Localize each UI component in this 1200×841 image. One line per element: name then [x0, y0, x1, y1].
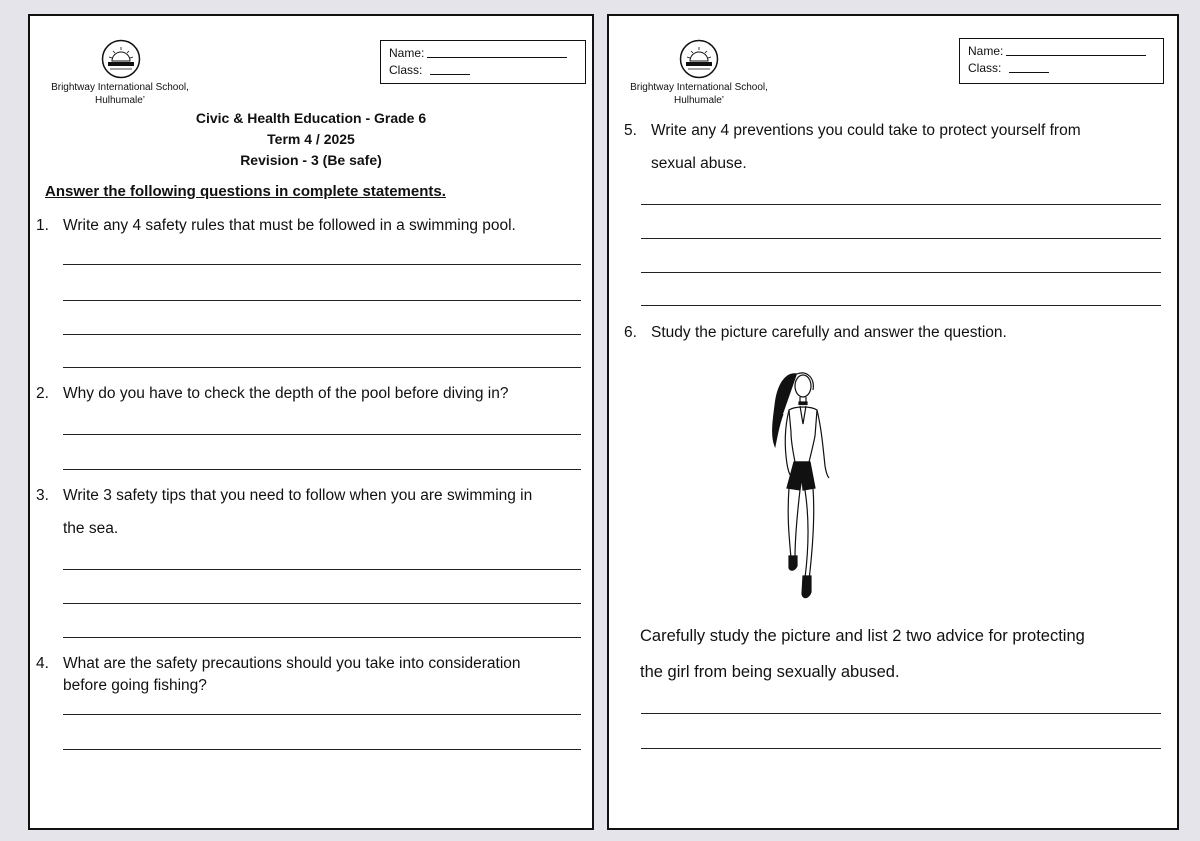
question-3	[36, 485, 586, 545]
question-text: Why do you have to check the depth of the pool before diving in?	[63, 385, 509, 402]
answer-line[interactable]	[63, 749, 581, 750]
question-number: 6.	[624, 324, 637, 341]
name-label: Name:	[968, 44, 1004, 58]
worksheet-page-right	[607, 14, 1179, 830]
answer-line[interactable]	[641, 748, 1161, 749]
worksheet-page-left	[28, 14, 594, 830]
answer-line[interactable]	[641, 272, 1161, 273]
term-title: Term 4 / 2025	[267, 131, 355, 147]
name-label: Name:	[389, 46, 425, 60]
school-logo-icon	[679, 39, 719, 79]
school-name-line2: Hulhumale’	[94, 95, 146, 106]
answer-line[interactable]	[63, 714, 581, 715]
answer-line[interactable]	[63, 300, 581, 301]
answer-line[interactable]	[63, 434, 581, 435]
answer-line[interactable]	[63, 334, 581, 335]
school-name-line1: Brightway International School,	[630, 82, 768, 93]
question-text: What are the safety precautions should you take into consideration	[63, 655, 521, 672]
class-field[interactable]	[430, 62, 470, 75]
answer-line[interactable]	[641, 305, 1161, 306]
answer-line[interactable]	[63, 569, 581, 570]
picture-prompt-line1: Carefully study the picture and list 2 two advice for protecting	[640, 627, 1085, 645]
question-number: 5.	[624, 122, 637, 139]
name-class-box	[959, 38, 1164, 84]
question-4	[36, 653, 586, 697]
name-field[interactable]	[427, 45, 567, 58]
question-number: 1.	[36, 217, 49, 234]
class-label: Class:	[968, 61, 1002, 75]
answer-line[interactable]	[63, 637, 581, 638]
revision-title: Revision - 3 (Be safe)	[240, 152, 382, 168]
subject-title: Civic & Health Education - Grade 6	[195, 110, 427, 126]
question-number: 2.	[36, 385, 49, 402]
school-name	[609, 81, 789, 107]
instruction-text: Answer the following questions in complete statements.	[45, 183, 446, 200]
answer-line[interactable]	[63, 264, 581, 265]
question-2	[36, 383, 586, 405]
school-logo-icon	[101, 39, 141, 79]
question-text: Study the picture carefully and answer the question.	[651, 324, 1007, 341]
name-class-box	[380, 40, 586, 84]
school-name-line1: Brightway International School,	[51, 82, 189, 93]
question-text: Write 3 safety tips that you need to follow when you are swimming in	[63, 487, 533, 504]
question-text: Write any 4 safety rules that must be followed in a swimming pool.	[63, 217, 516, 234]
question-1	[36, 215, 586, 237]
question-text-continued: before going fishing?	[63, 677, 207, 694]
answer-line[interactable]	[641, 713, 1161, 714]
class-label: Class:	[389, 63, 423, 77]
question-number: 3.	[36, 487, 49, 504]
school-name-line2: Hulhumale’	[673, 95, 725, 106]
question-text-continued: the sea.	[63, 520, 119, 537]
question-number: 4.	[36, 655, 49, 672]
answer-line[interactable]	[641, 238, 1161, 239]
answer-line[interactable]	[63, 603, 581, 604]
answer-line[interactable]	[641, 204, 1161, 205]
question-text-continued: sexual abuse.	[651, 155, 747, 172]
answer-line[interactable]	[63, 469, 581, 470]
answer-line[interactable]	[63, 367, 581, 368]
class-field[interactable]	[1009, 60, 1049, 73]
girl-walking-illustration-icon	[767, 366, 847, 601]
school-name	[30, 81, 210, 107]
question-text: Write any 4 preventions you could take to protect yourself from	[651, 122, 1081, 139]
question-5	[624, 120, 1174, 180]
name-field[interactable]	[1006, 43, 1146, 56]
question-6	[624, 322, 1174, 344]
picture-prompt-line2: the girl from being sexually abused.	[640, 663, 900, 681]
